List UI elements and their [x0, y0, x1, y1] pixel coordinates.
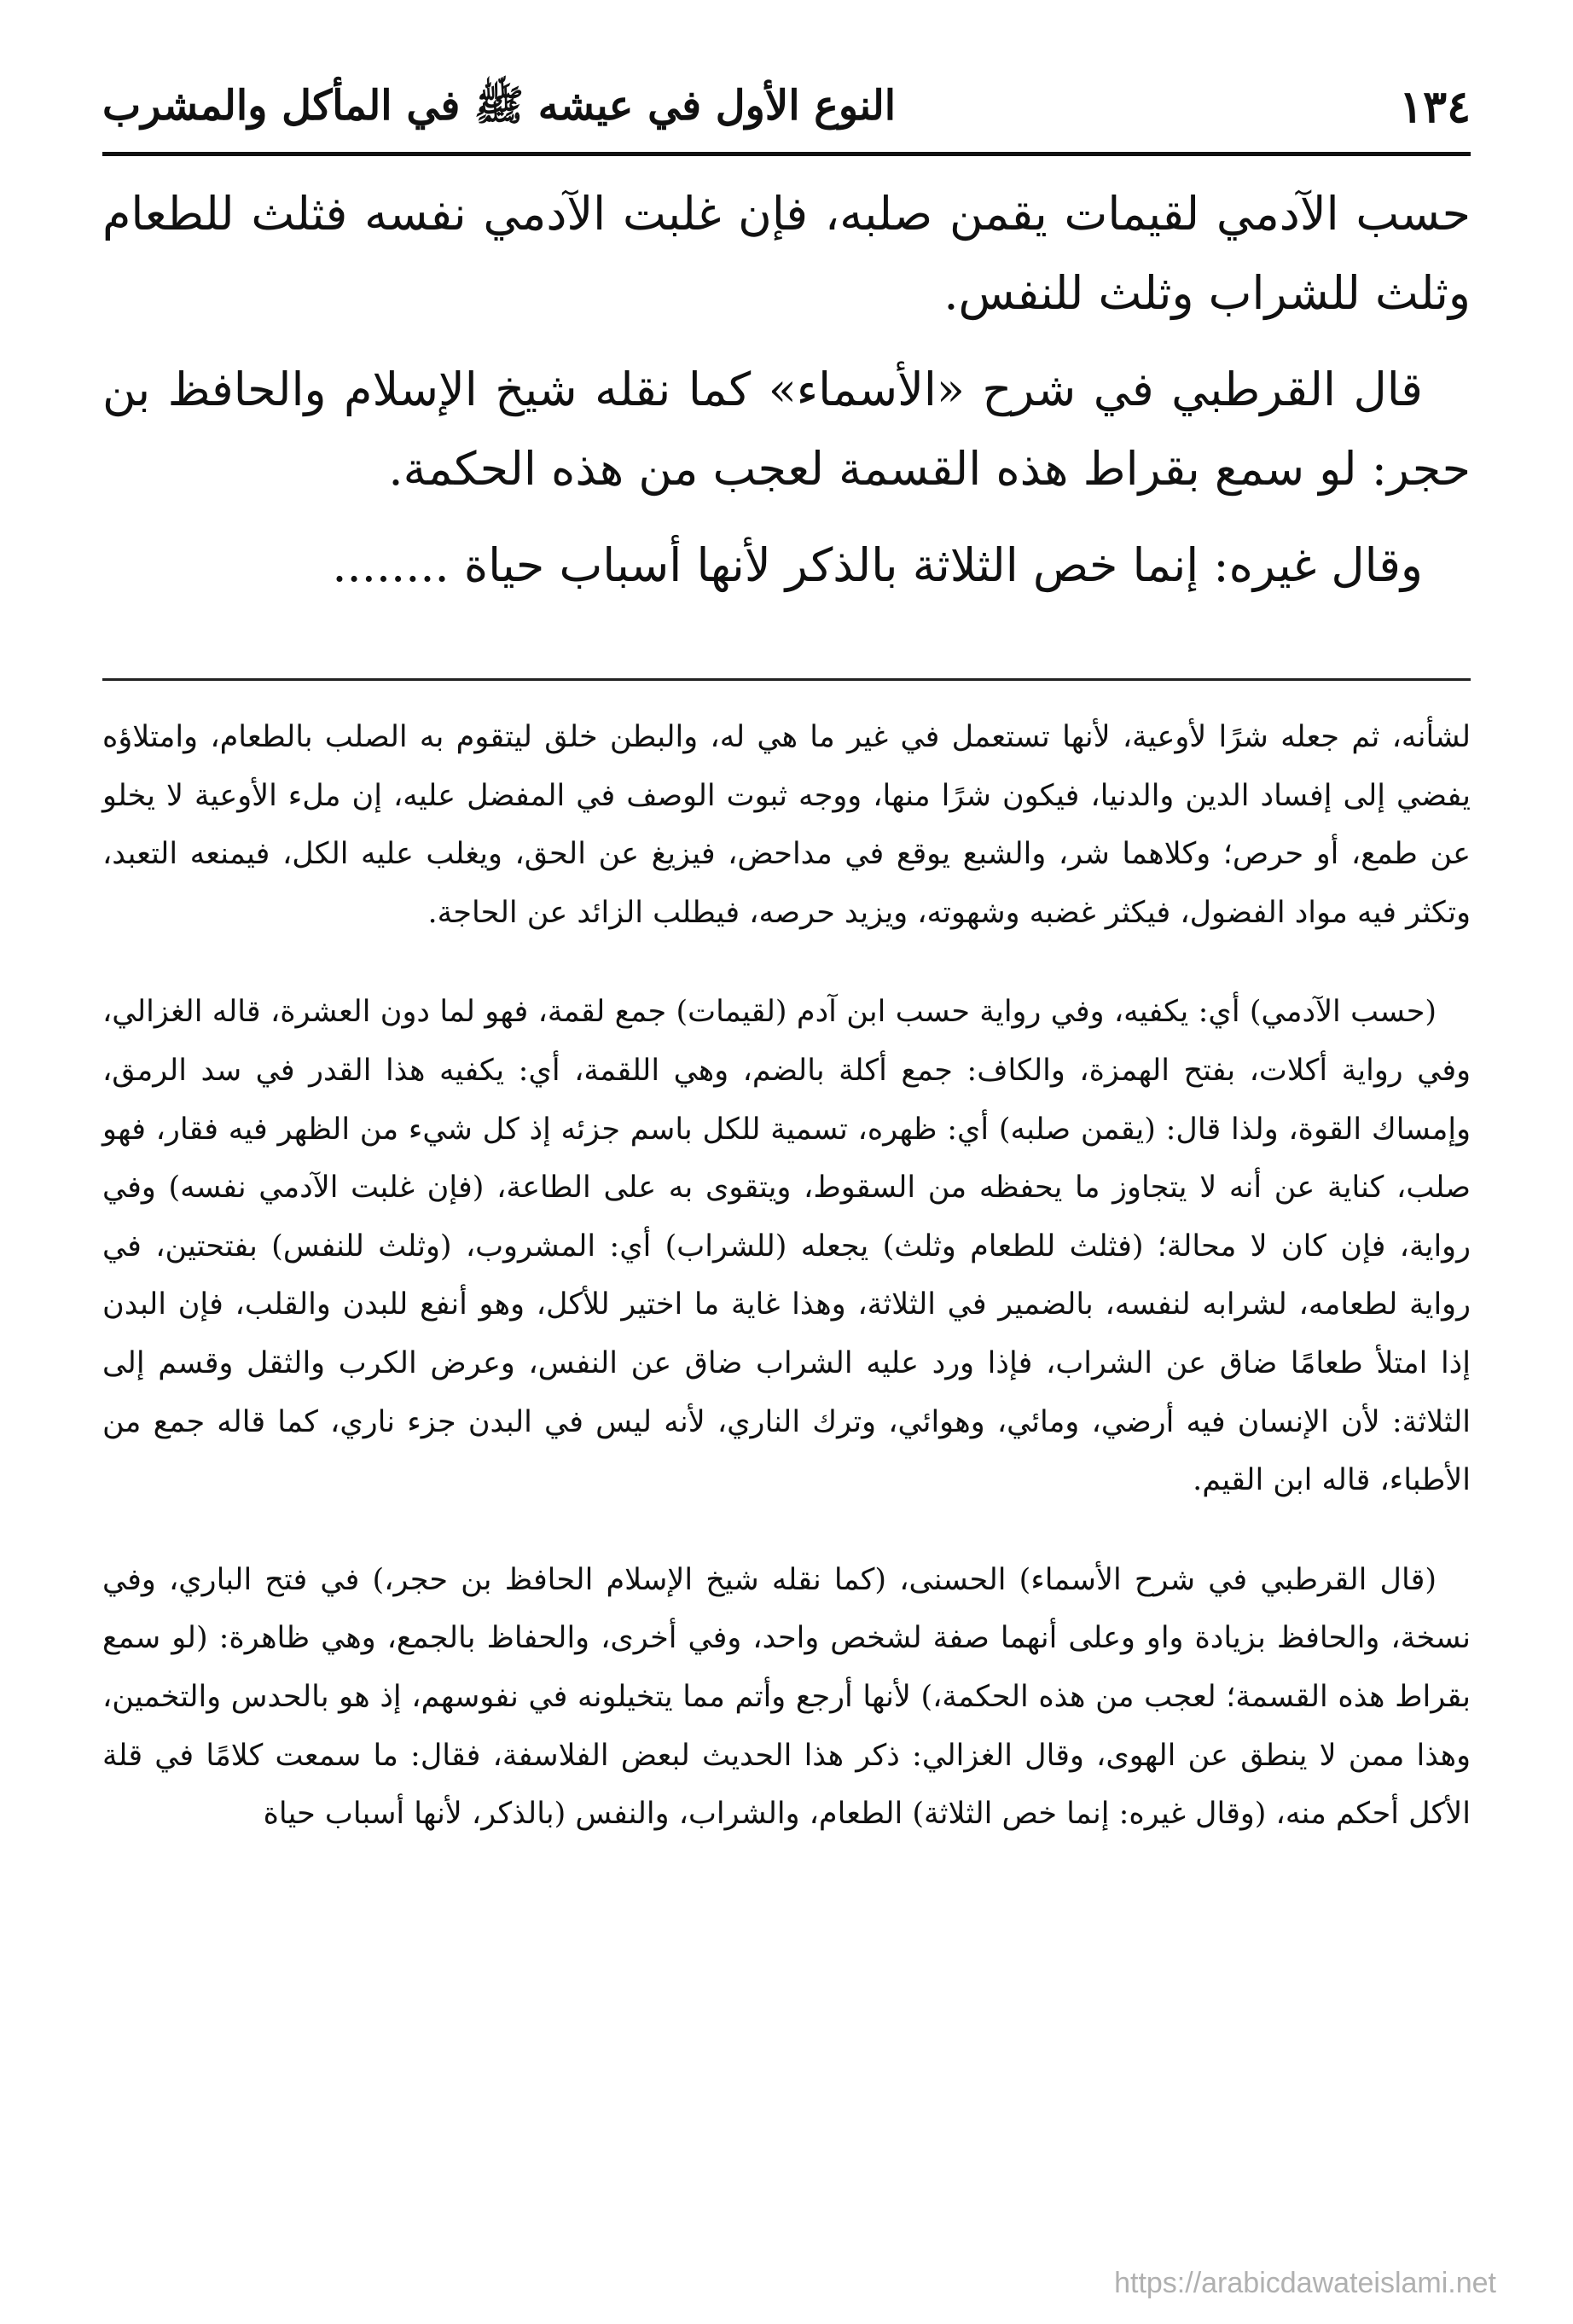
header-rule [102, 152, 1471, 156]
matn-paragraph: وقال غيره: إنما خص الثلاثة بالذكر لأنها أسباب حياة ........ [332, 537, 1423, 592]
matn-text [102, 175, 1471, 622]
matn-sharh-divider [102, 678, 1471, 681]
matn-paragraph: قال القرطبي في شرح «الأسماء» كما نقله شيخ الإسلام والحافظ بن حجر: لو سمع بقراط هذه القسمة لعجب من هذه الحكمة. [102, 362, 1471, 496]
sharh-paragraph: لشأنه، ثم جعله شرًا لأوعية، لأنها تستعمل في غير ما هي له، والبطن خلق ليتقوم به الصلب بالطعام، وامتلاؤه يفضي إلى إفساد الدين والدنيا، فيكون شرًا منها، ووجه ثبوت الوصف في المفضل عليه، إن ملء الأوعية لا يخلو عن طمع، أو حرص؛ وكلاهما شر، والشبع يوقع في مداحض، فيزيغ عن الحق، ويغلب عليه الكل، فيمنعه التعبد، وتكثر فيه مواد الفضول، فيكثر غضبه وشهوته، ويزيد حرصه، فيطلب الزائد عن الحاجة. [102, 720, 1471, 930]
page-number: ١٣٤ [1399, 81, 1471, 133]
sharh-commentary [102, 708, 1471, 1885]
matn-paragraph: حسب الآدمي لقيمات يقمن صلبه، فإن غلبت الآدمي نفسه فثلث للطعام وثلث للشراب وثلث للنفس. [102, 187, 1471, 320]
page-header [102, 81, 1471, 149]
running-title: النوع الأول في عيشه ﷺ في المأكل والمشرب [102, 82, 897, 130]
watermark-url: https://arabicdawateislami.net [1114, 2267, 1496, 2299]
sharh-paragraph: (حسب الآدمي) أي: يكفيه، وفي رواية حسب ابن آدم (لقيمات) جمع لقمة، فهو لما دون العشرة، قاله الغزالي، وفي رواية أكلات، بفتح الهمزة، والكاف: جمع أكلة بالضم، وهي اللقمة، أي: يكفيه هذا القدر في سد الرمق، وإمساك القوة، ولذا قال: (يقمن صلبه) أي: ظهره، تسمية للكل باسم جزئه إذ كل شيء من الظهر فيه فقار، فهو صلب، كناية عن أنه لا يتجاوز ما يحفظه من السقوط، ويتقوى به على الطاعة، (فإن غلبت الآدمي نفسه) وفي رواية، فإن كان لا محالة؛ (فثلث للطعام وثلث) يجعله (للشراب) أي: المشروب، (وثلث للنفس) بفتحتين، في رواية لطعامه، لشرابه لنفسه، بالضمير في الثلاثة، وهذا غاية ما اختير للأكل، وهو أنفع للبدن والقلب، فإن البدن إذا امتلأ طعامًا ضاق عن الشراب، فإذا ورد عليه الشراب ضاق عن النفس، وعرض الكرب والثقل وقسم إلى الثلاثة: لأن الإنسان فيه أرضي، ومائي، وهوائي، وترك الناري، لأنه ليس في البدن جزء ناري، كما قاله جمع من الأطباء، قاله ابن القيم. [102, 995, 1471, 1498]
sharh-paragraph: (قال القرطبي في شرح الأسماء) الحسنى، (كما نقله شيخ الإسلام الحافظ بن حجر،) في فتح الباري، وفي نسخة، والحافظ بزيادة واو وعلى أنهما صفة لشخص واحد، وفي أخرى، والحفاظ بالجمع، وهي ظاهرة: (لو سمع بقراط هذه القسمة؛ لعجب من هذه الحكمة،) لأنها أرجع وأتم مما يتخيلونه في نفوسهم، إذ هو بالحدس والتخمين، وهذا ممن لا ينطق عن الهوى، وقال الغزالي: ذكر هذا الحديث لبعض الفلاسفة، فقال: ما سمعت كلامًا في قلة الأكل أحكم منه، (وقال غيره: إنما خص الثلاثة) الطعام، والشراب، والنفس (بالذكر، لأنها أسباب حياة [102, 1562, 1471, 1832]
